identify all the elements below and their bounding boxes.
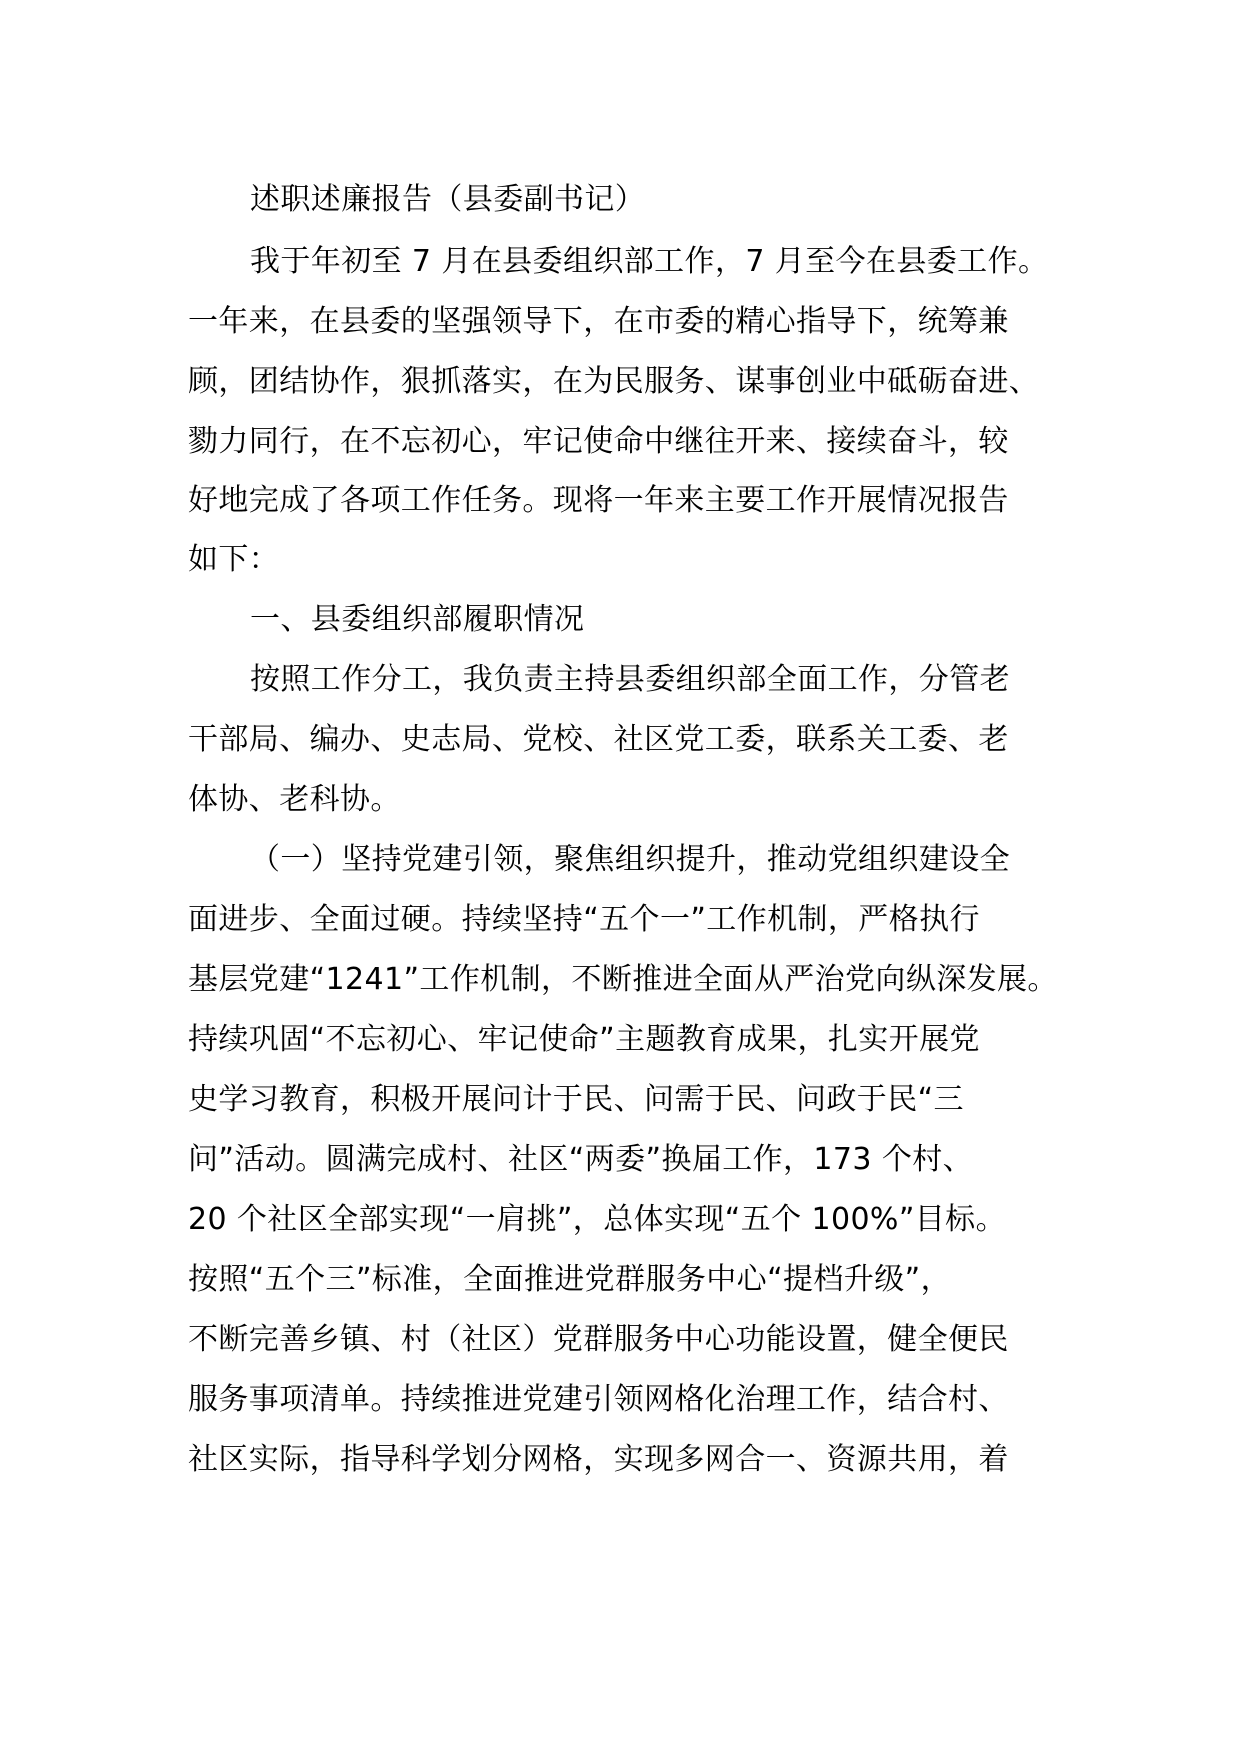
- paragraph-line: 面进步、全面过硬。持续坚持“五个一”工作机制，严格执行: [188, 902, 980, 937]
- paragraph-line: 按照工作分工，我负责主持县委组织部全面工作，分管老: [250, 662, 1010, 697]
- paragraph-line: 好地完成了各项工作任务。现将一年来主要工作开展情况报告: [188, 483, 1009, 518]
- paragraph-line: 基层党建“1241”工作机制，不断推进全面从严治党向纵深发展。: [188, 962, 1058, 997]
- paragraph-line: 勠力同行，在不忘初心，牢记使命中继往开来、接续奋斗，较: [188, 424, 1009, 459]
- paragraph-line: 社区实际，指导科学划分网格，实现多网合一、资源共用，着: [188, 1442, 1009, 1477]
- subsection-heading: （一）坚持党建引领，聚焦组织提升，推动党组织建设全: [250, 842, 1010, 877]
- paragraph-line: 持续巩固“不忘初心、牢记使命”主题教育成果，扎实开展党: [188, 1022, 980, 1057]
- paragraph-line: 问”活动。圆满完成村、社区“两委”换届工作，173 个村、: [188, 1142, 974, 1177]
- paragraph-line: 20 个社区全部实现“一肩挑”，总体实现“五个 100%”目标。: [188, 1202, 1006, 1237]
- paragraph-line: 不断完善乡镇、村（社区）党群服务中心功能设置，健全便民: [188, 1322, 1009, 1357]
- paragraph-line: 体协、老科协。: [188, 782, 401, 817]
- paragraph-line: 我于年初至 7 月在县委组织部工作，7 月至今在县委工作。: [250, 244, 1049, 279]
- section-heading: 一、县委组织部履职情况: [250, 602, 585, 637]
- paragraph-line: 服务事项清单。持续推进党建引领网格化治理工作，结合村、: [188, 1382, 1009, 1417]
- document-title: 述职述廉报告（县委副书记）: [250, 182, 646, 217]
- paragraph-line: 如下：: [188, 542, 280, 577]
- paragraph-line: 按照“五个三”标准，全面推进党群服务中心“提档升级”，: [188, 1262, 951, 1297]
- paragraph-line: 干部局、编办、史志局、党校、社区党工委，联系关工委、老: [188, 722, 1009, 757]
- paragraph-line: 顾，团结协作，狠抓落实，在为民服务、谋事创业中砥砺奋进、: [188, 364, 1040, 399]
- paragraph-line: 史学习教育，积极开展问计于民、问需于民、问政于民“三: [188, 1082, 964, 1117]
- paragraph-line: 一年来，在县委的坚强领导下，在市委的精心指导下，统筹兼: [188, 304, 1009, 339]
